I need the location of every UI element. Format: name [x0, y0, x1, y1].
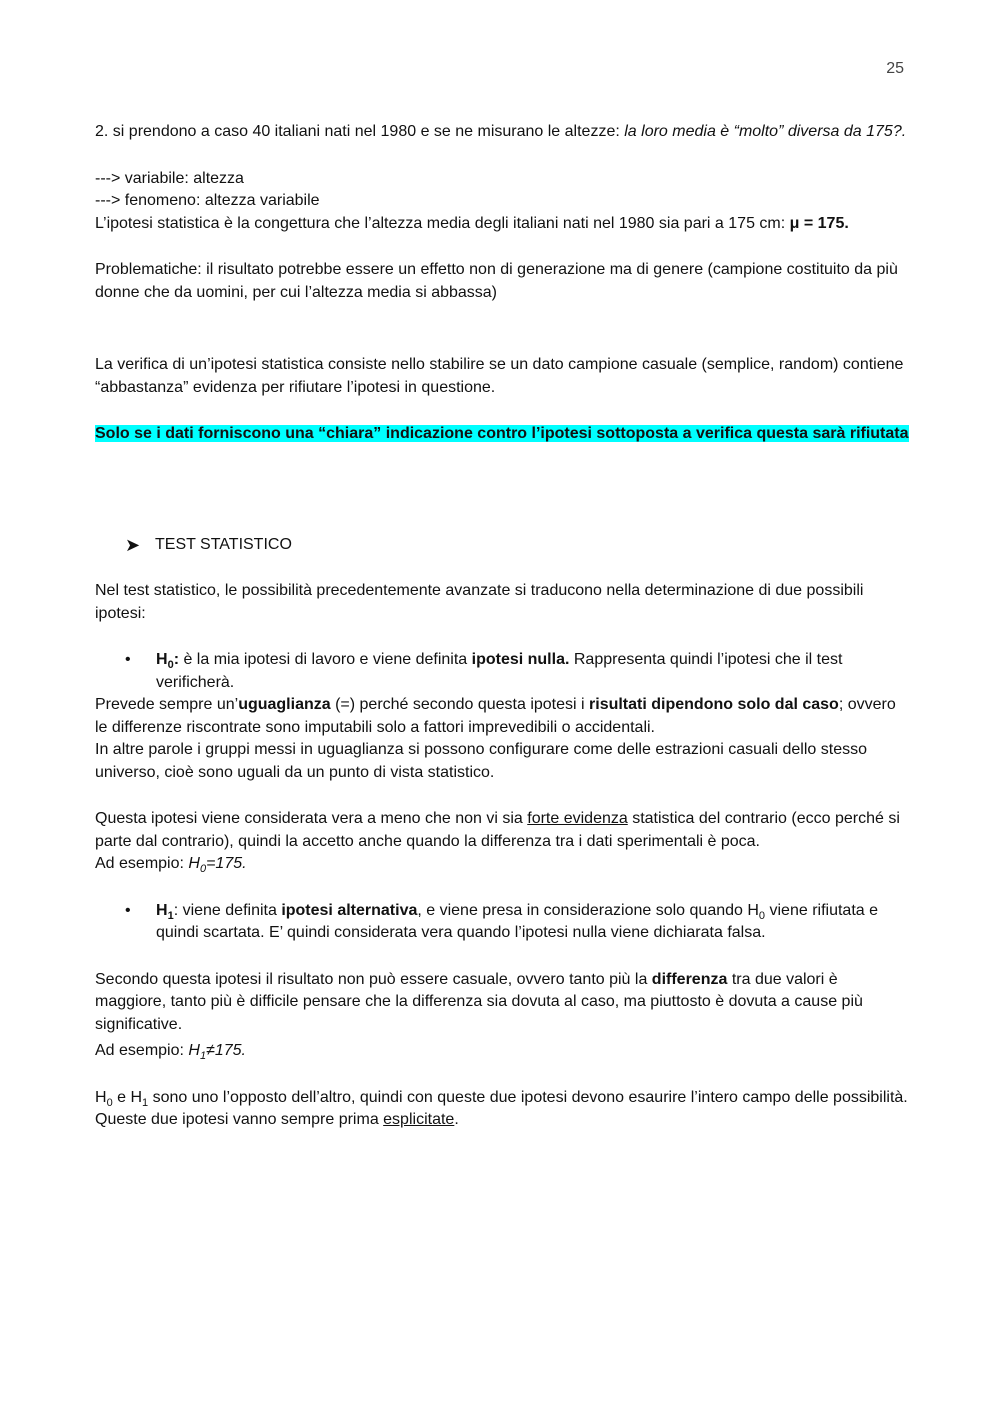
- example-2-question: la loro media è “molto” diversa da 175?.: [624, 123, 907, 140]
- h1-bullet-item: [95, 900, 910, 945]
- closing2-underlined: esplicitate: [383, 1111, 455, 1128]
- h1-text-1: : viene definita: [173, 901, 282, 919]
- variable-line: ---> variabile: altezza: [95, 169, 244, 187]
- problems-paragraph: Problematiche: il risultato potrebbe essere un effetto non di generazione ma di genere (campione costituito da più donne che da uomini, per cui l’altezza media si abbassa): [95, 261, 898, 301]
- closing-h0: H: [95, 1088, 107, 1106]
- h0-other-words-paragraph: In altre parole i gruppi messi in uguaglianza si possono configurare come delle estrazioni casuali dello stesso universo, cioè sono uguali da un punto di vista statistico.: [95, 741, 867, 781]
- closing-mid: e H: [112, 1088, 143, 1106]
- h0-example: [95, 853, 910, 876]
- closing2-b: .: [454, 1111, 459, 1128]
- bullet-dot-icon: •: [125, 651, 131, 668]
- h0-text-1: è la mia ipotesi di lavoro e viene definita: [179, 651, 472, 668]
- bullet-dot-icon: •: [125, 901, 131, 919]
- h1-subscript-2: 0: [758, 909, 766, 922]
- closing2-a: Queste due ipotesi vanno sempre prima: [95, 1111, 384, 1128]
- h1-explanation-paragraph: [95, 969, 910, 1037]
- h1-text-2: , e viene presa in considerazione solo quando H: [417, 901, 759, 919]
- hypothesis-formula: μ = 175.: [789, 214, 849, 232]
- hypothesis-paragraph: [95, 213, 910, 236]
- h1-bold-term: ipotesi alternativa: [281, 901, 418, 919]
- h1-p1-b: differenza: [651, 970, 728, 988]
- closing-text: sono uno l’opposto dell’altro, quindi con queste due ipotesi devono esaurire l’intero campo delle possibilità.: [148, 1088, 908, 1106]
- example-2-paragraph: [95, 121, 910, 144]
- h0-p3-underlined: forte evidenza: [527, 810, 628, 827]
- h1-text-3: viene rifiutata e quindi scartata. E’ quindi considerata vera quando l’ipotesi nulla viene dichiarata falsa.: [156, 901, 878, 941]
- highlighted-text: Solo se i dati forniscono una “chiara” indicazione contro l’ipotesi sottoposta a verifica questa sarà rifiutata: [95, 425, 909, 442]
- h0-p1-c: (=) perché secondo questa ipotesi i: [330, 696, 590, 713]
- arrow-bullet-icon: ➤: [125, 534, 141, 555]
- h1-p1-a: Secondo questa ipotesi il risultato non può essere casuale, ovvero tanto più la: [95, 970, 652, 988]
- example-2-intro: 2. si prendono a caso 40 italiani nati nel 1980 e se ne misurano le altezze:: [95, 123, 625, 140]
- h0-example-sub: 0: [199, 863, 207, 876]
- h0-example-value: =175.: [206, 855, 247, 872]
- h0-bullet-text: [156, 649, 910, 694]
- hypothesis-text: L’ipotesi statistica è la congettura che l’altezza media degli italiani nati nel 1980 sia pari a 175 cm:: [95, 214, 790, 232]
- h1-example-sub: 1: [199, 1050, 207, 1063]
- h1-example-value: ≠175.: [206, 1042, 246, 1059]
- h0-text-2: Rappresenta quindi l’ipotesi che il test verificherà.: [156, 651, 843, 691]
- h0-equality-paragraph: [95, 694, 910, 739]
- h1-bullet-text: [156, 900, 910, 945]
- h1-example: [95, 1040, 910, 1063]
- closing-paragraph-1: [95, 1087, 910, 1110]
- h0-p1-e: ; ovvero le differenze riscontrate sono imputabili solo a fattori imprevedibili o accidentali.: [95, 696, 896, 736]
- h0-subscript: 0: [167, 659, 174, 672]
- h1-example-h: H: [188, 1042, 200, 1059]
- test-intro-paragraph: Nel test statistico, le possibilità precedentemente avanzate si traducono nella determinazione di due possibili ipotesi:: [95, 582, 864, 622]
- phenomenon-line: ---> fenomeno: altezza variabile: [95, 192, 320, 209]
- h0-p1-b: uguaglianza: [238, 696, 331, 713]
- section-heading: [95, 534, 910, 557]
- h0-colon: :: [173, 651, 180, 668]
- h0-bold-term: ipotesi nulla.: [471, 651, 570, 668]
- page-number: 25: [886, 60, 904, 77]
- closing-sub0: 0: [106, 1096, 113, 1109]
- closing-paragraph-2: [95, 1109, 910, 1132]
- h0-example-h: H: [188, 855, 200, 872]
- closing-sub1: 1: [142, 1096, 149, 1109]
- page-content: [95, 121, 910, 1132]
- h1-label: H: [156, 901, 168, 919]
- h0-example-label: Ad esempio:: [95, 855, 189, 872]
- h0-p1-d: risultati dipendono solo dal caso: [589, 696, 839, 713]
- h1-example-label: Ad esempio:: [95, 1042, 189, 1059]
- h1-subscript: 1: [167, 909, 174, 922]
- h0-label: H: [156, 651, 168, 668]
- h0-p1-a: Prevede sempre un’: [95, 696, 239, 713]
- h0-bullet-item: [95, 649, 910, 694]
- verification-paragraph: La verifica di un’ipotesi statistica consiste nello stabilire se un dato campione casuale (semplice, random) contiene “abbastanza” evidenza per rifiutare l’ipotesi in questione.: [95, 356, 904, 396]
- section-title: TEST STATISTICO: [155, 535, 292, 553]
- highlighted-statement: [95, 423, 910, 446]
- h0-p3-a: Questa ipotesi viene considerata vera a meno che non vi sia: [95, 810, 528, 827]
- h0-p3-b: statistica del contrario (ecco perché si parte dal contrario), quindi la accetto anche quando la differenza tra i dati sperimentali è poca.: [95, 810, 900, 850]
- h0-evidence-paragraph: [95, 808, 910, 853]
- h1-p1-c: tra due valori è maggiore, tanto più è difficile pensare che la differenza sia dovuta al caso, ma piuttosto è dovuta a cause più significative.: [95, 970, 863, 1033]
